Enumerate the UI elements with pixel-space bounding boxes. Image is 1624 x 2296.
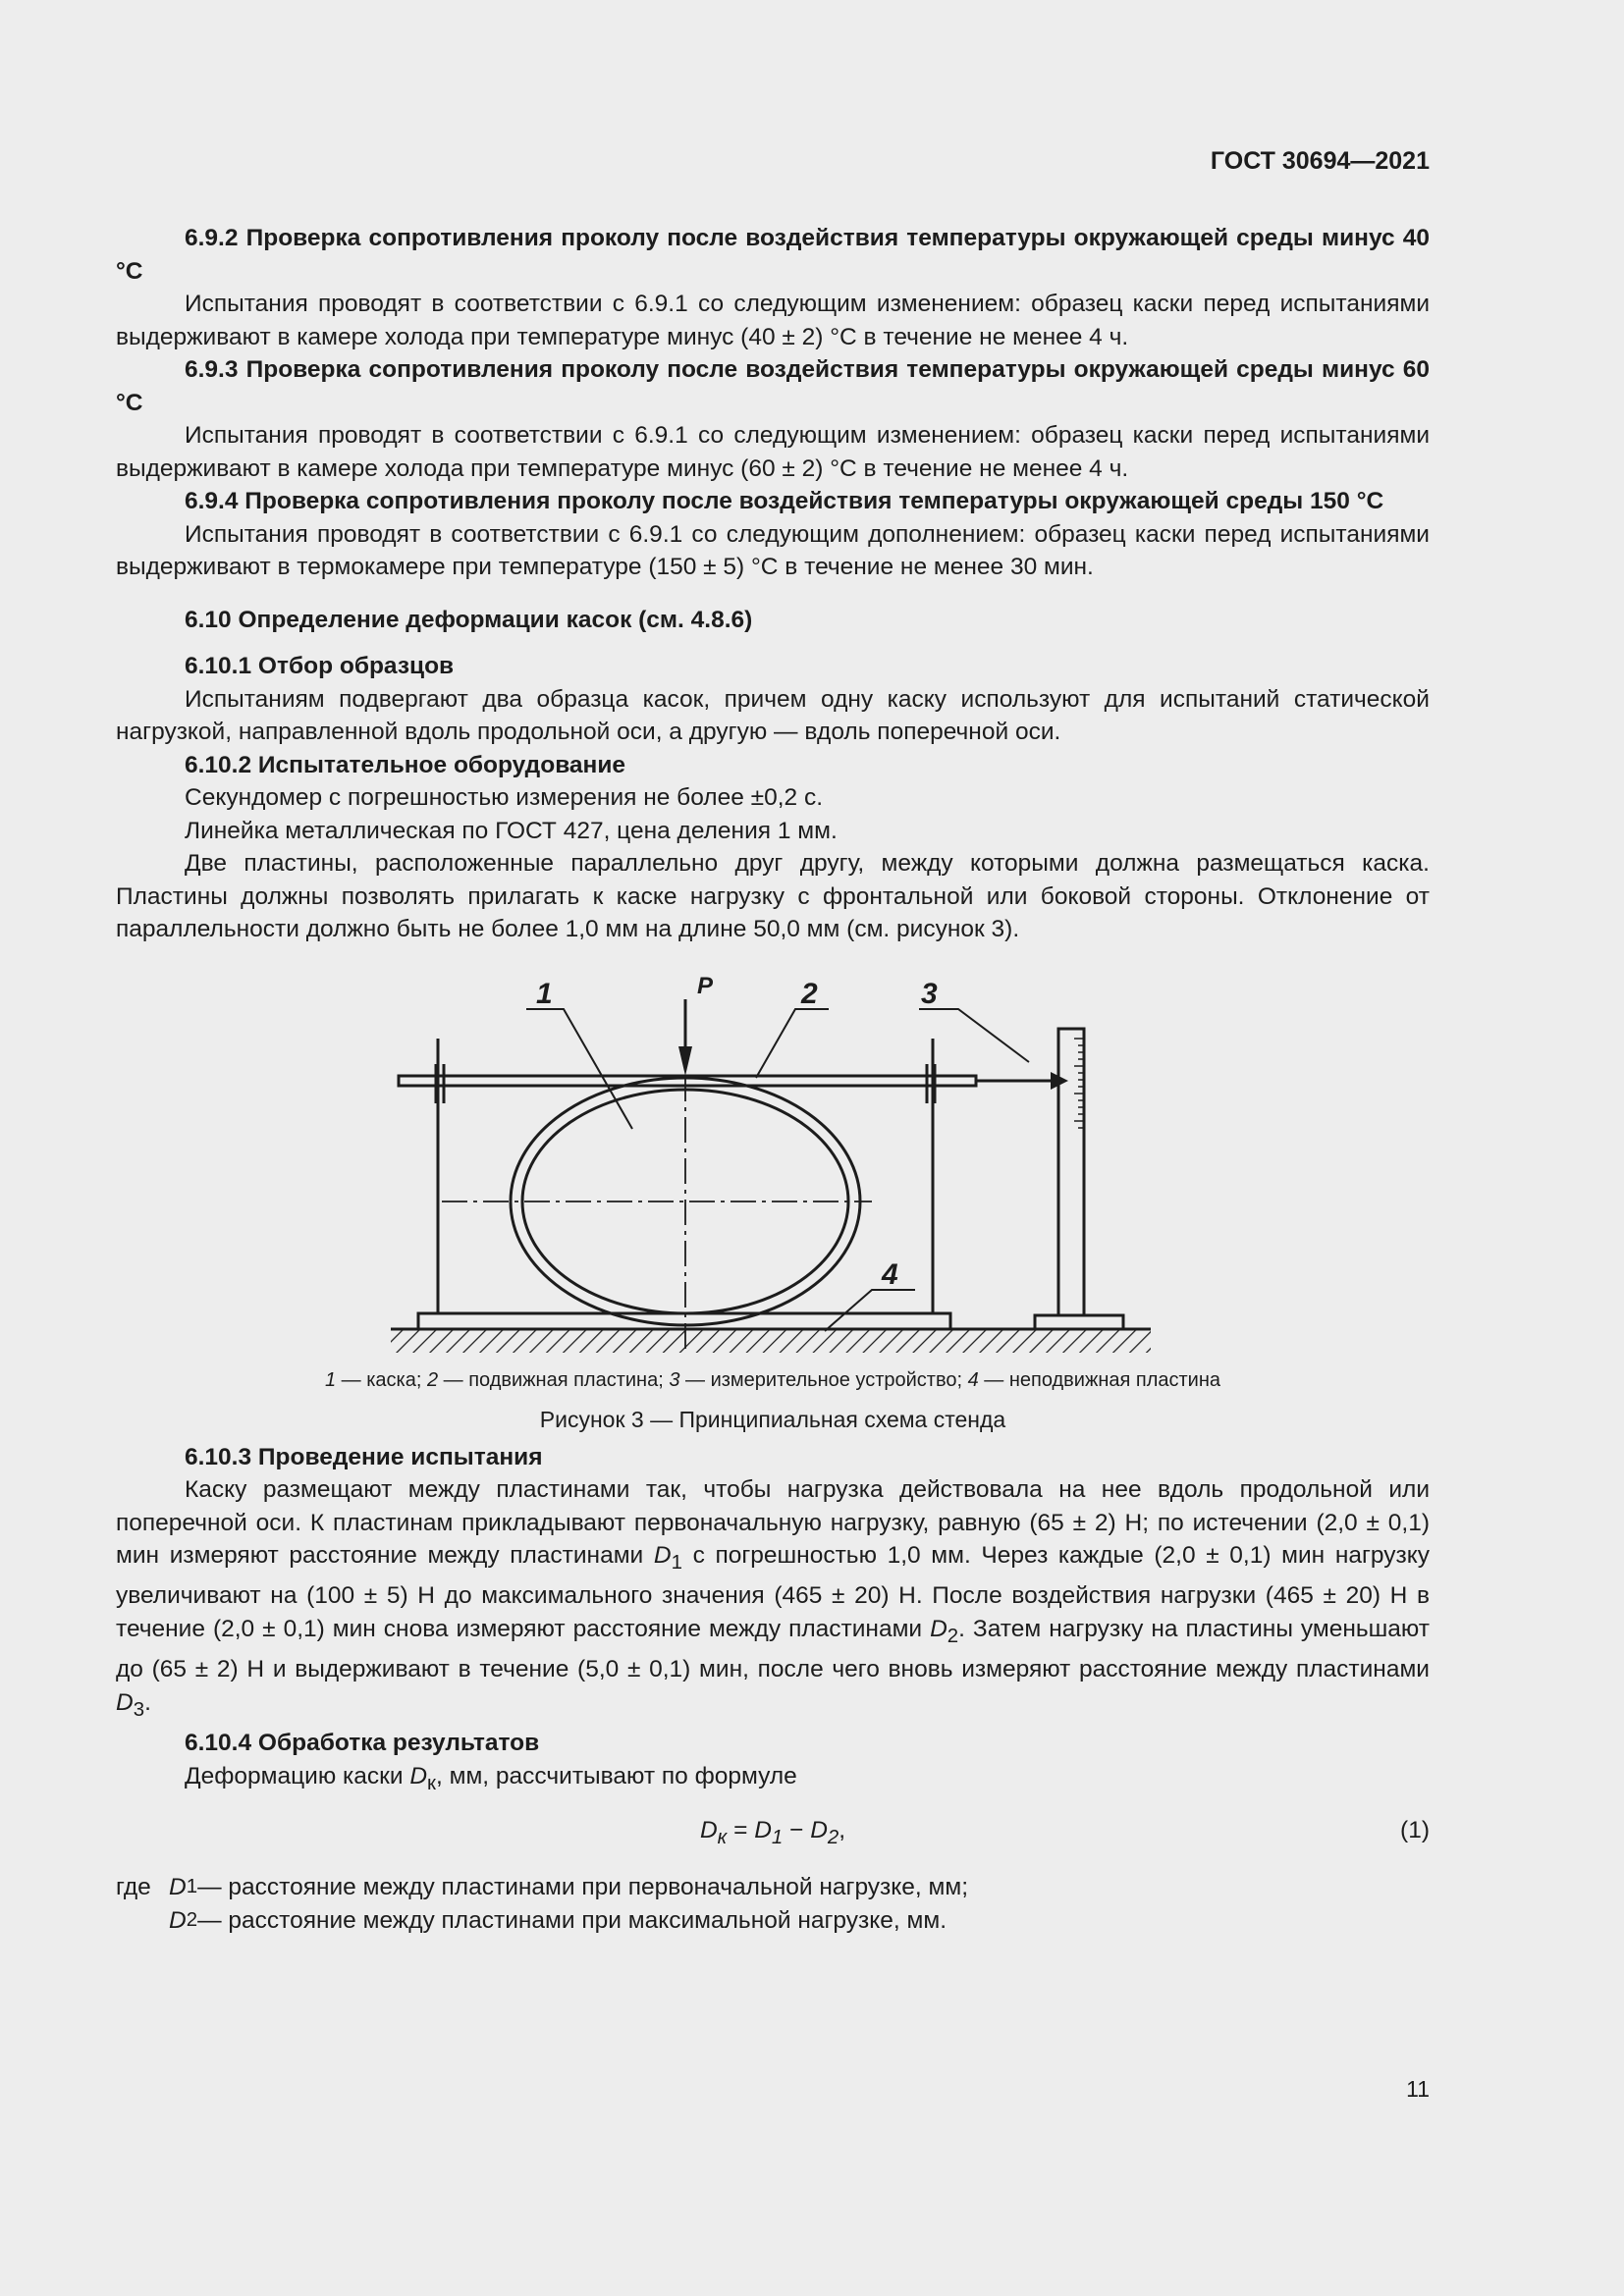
figure-legend: 1 — каска; 2 — подвижная пластина; 3 — измерительное устройство; 4 — неподвижная пластина (324, 1368, 1221, 1391)
callout-2: 2 (801, 977, 818, 1010)
heading-6-9-4: 6.9.4 Проверка сопротивления проколу после воздействия температуры окружающей среды 150 °С (185, 488, 1384, 514)
paragraph-stopwatch: Секундомер с погрешностью измерения не более ±0,2 с. (185, 784, 824, 811)
callout-3: 3 (921, 977, 938, 1010)
leader-3 (919, 1009, 1029, 1062)
heading-6-10-2: 6.10.2 Испытательное оборудование (185, 751, 626, 778)
fixed-plate (418, 1313, 950, 1329)
paragraph-6-10-3: Каску размещают между пластинами так, чтобы нагрузка действовала на нее вдоль продольной или поперечной оси. К пластинам прикладывают первоначальную нагрузку, равную (65 ± 2) Н; по истечении (2,0 ± 0,1) мин измеряют расстояние между пластинами $D_1$ с погрешностью 1,0 мм. Через каждые (2,0 ± 0,1) мин нагрузку увеличивают на (100 ± 5) Н до максимального значения (465 ± 20) Н. После воздействия нагрузки (465 ± 20) Н в течение (2,0 ± 0,1) мин снова измеряют расстояние между пластинами $D_2$. Затем нагрузку на пластины уменьшают до (65 ± 2) Н и выдерживают в течение (5,0 ± 0,1) мин, после чего вновь измеряют расстояние между пластинами $D_3$. (116, 1476, 1430, 1721)
figure-3 (116, 960, 1430, 1432)
definition-d2: D 2 — расстояние между пластинами при максимальной нагрузке, мм. (169, 1906, 947, 1934)
callout-4: 4 (882, 1257, 898, 1291)
heading-6-10-3: 6.10.3 Проведение испытания (185, 1443, 543, 1470)
heading-6-10-1: 6.10.1 Отбор образцов (185, 653, 455, 679)
leader-2 (756, 1009, 829, 1078)
paragraph-6-9-2: Испытания проводят в соответствии с 6.9.1 со следующим изменением: образец каски перед испытаниями выдерживают в камере холода при температуре минус (40 ± 2) °С в течение не менее 4 ч. (116, 291, 1430, 350)
formula-expression: $D_к = D_1 - D_2$, (699, 1817, 846, 1848)
paragraph-6-9-4: Испытания проводят в соответствии с 6.9.1 со следующим дополнением: образец каски перед испытаниями выдерживают в термокамере при температуре (150 ± 5) °С в течение не менее 30 мин. (116, 520, 1430, 580)
definition-d1: где D 1 — расстояние между пластинами при первоначальной нагрузке, мм; (116, 1874, 969, 1901)
callout-1: 1 (536, 977, 553, 1010)
ruler-base (1035, 1315, 1123, 1329)
heading-6-9-2: 6.9.2 Проверка сопротивления проколу после воздействия температуры окружающей среды минус 40 °С (116, 225, 1430, 285)
formula-definitions (116, 1871, 1430, 1937)
page-number: 11 (1406, 2076, 1430, 2102)
formula-1 (116, 1814, 1430, 1857)
paragraph-6-10-1: Испытаниям подвергают два образца касок, причем одну каску используют для испытаний статической нагрузкой, направленной вдоль продольной оси, а другую — вдоль поперечной оси. (116, 685, 1430, 745)
load-arrow-head (678, 1046, 692, 1076)
ground-hatch (391, 1329, 1151, 1353)
leader-4 (825, 1290, 915, 1331)
load-label: P (697, 972, 714, 999)
paragraph-6-10-4: Деформацию каски $D_к$, мм, рассчитывают по формуле (185, 1762, 797, 1794)
document-body (116, 222, 1430, 1937)
measuring-ruler (1058, 1029, 1084, 1315)
leader-1 (526, 1009, 632, 1129)
formula-number: (1) (1400, 1817, 1430, 1844)
document-code: ГОСТ 30694—2021 (1210, 147, 1430, 175)
paragraph-plates: Две пластины, расположенные параллельно друг другу, между которыми должна размещаться каска. Пластины должны позволять прилагать к каске нагрузку с фронтальной или боковой стороны. Отклонение от параллельности должно быть не более 1,0 мм на длине 50,0 мм (см. рисунок 3). (116, 850, 1430, 942)
paragraph-ruler: Линейка металлическая по ГОСТ 427, цена деления 1 мм. (185, 817, 838, 844)
test-stand-diagram (391, 960, 1176, 1353)
figure-caption: Рисунок 3 — Принципиальная схема стенда (539, 1406, 1006, 1432)
heading-6-10: 6.10 Определение деформации касок (см. 4.8.6) (185, 606, 753, 633)
paragraph-6-9-3: Испытания проводят в соответствии с 6.9.1 со следующим изменением: образец каски перед испытаниями выдерживают в камере холода при температуре минус (60 ± 2) °С в течение не менее 4 ч. (116, 422, 1430, 482)
heading-6-9-3: 6.9.3 Проверка сопротивления проколу после воздействия температуры окружающей среды минус 60 °С (116, 356, 1430, 416)
heading-6-10-4: 6.10.4 Обработка результатов (185, 1730, 540, 1757)
